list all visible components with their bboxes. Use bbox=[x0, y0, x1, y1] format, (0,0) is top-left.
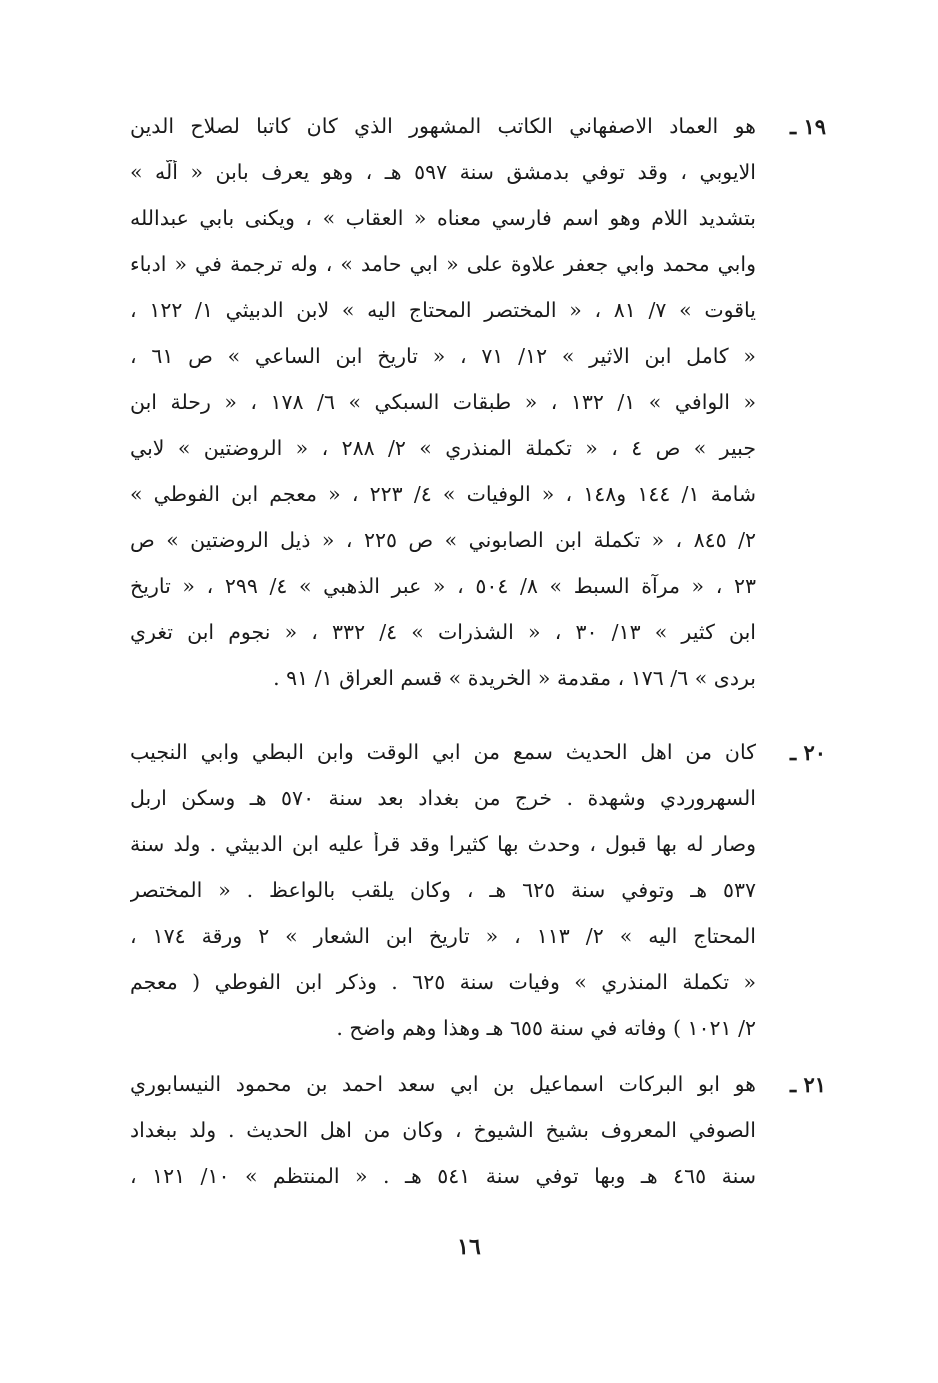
footnote-line: ٢/ ٨٤٥ ، « تكملة ابن الصابوني » ص ٢٢٥ ، « ذيل الروضتين » ص bbox=[130, 528, 756, 552]
footnote-line: هو ابو البركات اسماعيل بن ابي سعد احمد بن محمود النيسابوري bbox=[130, 1072, 756, 1096]
footnote-line: « تكملة المنذري » وفيات سنة ٦٢٥ . وذكر ابن الفوطي ( معجم bbox=[130, 970, 756, 994]
footnote-number: ٢٠ ـ bbox=[789, 740, 826, 765]
footnote-line: هو العماد الاصفهاني الكاتب المشهور الذي كان كاتبا لصلاح الدين bbox=[130, 114, 756, 138]
footnote-line: المحتاج اليه » ٢/ ١١٣ ، « تاريخ ابن الشعار » ٢ ورقة ١٧٤ ، bbox=[130, 924, 756, 948]
footnote-number: ١٩ ـ bbox=[789, 114, 826, 139]
footnote-line: « كامل ابن الاثير » ١٢/ ٧١ ، « تاريخ ابن الساعي » ص ٦١ ، bbox=[130, 344, 756, 368]
footnote-line: ياقوت » ٧/ ٨١ ، « المختصر المحتاج اليه » لابن الدبيثي ١/ ١٢٢ ، bbox=[130, 298, 756, 322]
page-number: ١٦ bbox=[457, 1234, 481, 1260]
footnote-line: ٢٣ ، « مرآة السبط » ٨/ ٥٠٤ ، « عبر الذهبي » ٤/ ٢٩٩ ، « تاريخ bbox=[130, 574, 756, 598]
footnote-line: ٥٣٧ هـ وتوفي سنة ٦٢٥ هـ ، وكان يلقب بالواعظ . « المختصر bbox=[130, 878, 756, 902]
footnote-number: ٢١ ـ bbox=[789, 1072, 826, 1097]
footnote-line: وابي محمد وابي جعفر علاوة على « ابي حامد » ، وله ترجمة في « ادباء bbox=[130, 252, 756, 276]
footnote-line: كان من اهل الحديث سمع من ابي الوقت وابن البطي وابي النجيب bbox=[130, 740, 756, 764]
footnote-line: وصار له بها قبول ، وحدث بها كثيرا وقد قرأ عليه ابن الدبيثي . ولد سنة bbox=[130, 832, 756, 856]
footnote-line: الايوبي ، وقد توفي بدمشق سنة ٥٩٧ هـ ، وهو يعرف بابن « أُلُّه » bbox=[130, 160, 756, 184]
footnote-line: « الوافي » ١/ ١٣٢ ، « طبقات السبكي » ٦/ ١٧٨ ، « رحلة ابن bbox=[130, 390, 756, 414]
footnote-line: ابن كثير » ١٣/ ٣٠ ، « الشذرات » ٤/ ٣٣٢ ، « نجوم ابن تغري bbox=[130, 620, 756, 644]
footnote-line: بتشديد اللام وهو اسم فارسي معناه « العقاب » ، ويكنى بابي عبدالله bbox=[130, 206, 756, 230]
footnote-line: الصوفي المعروف بشيخ الشيوخ ، وكان من اهل الحديث . ولد ببغداد bbox=[130, 1118, 756, 1142]
footnote-line: سنة ٤٦٥ هـ وبها توفي سنة ٥٤١ هـ . « المنتظم » ١٠/ ١٢١ ، bbox=[130, 1164, 756, 1188]
footnote-line: السهروردي وشهدة . خرج من بغداد بعد سنة ٥٧٠ هـ وسكن اربل bbox=[130, 786, 756, 810]
footnote-line: ٢/ ١٠٢١ ) وفاته في سنة ٦٥٥ هـ وهذا وهم واضح . bbox=[336, 1016, 756, 1040]
footnote-line: شامة ١/ ١٤٤ و١٤٨ ، « الوفيات » ٤/ ٢٢٣ ، « معجم ابن الفوطي » bbox=[130, 482, 756, 506]
footnote-line: جبير » ص ٤ ، « تكملة المنذري » ٢/ ٢٨٨ ، « الروضتين » لابي bbox=[130, 436, 756, 460]
footnote-line: بردى » ٦/ ١٧٦ ، مقدمة « الخريدة » قسم العراق ١/ ٩١ . bbox=[273, 666, 756, 690]
